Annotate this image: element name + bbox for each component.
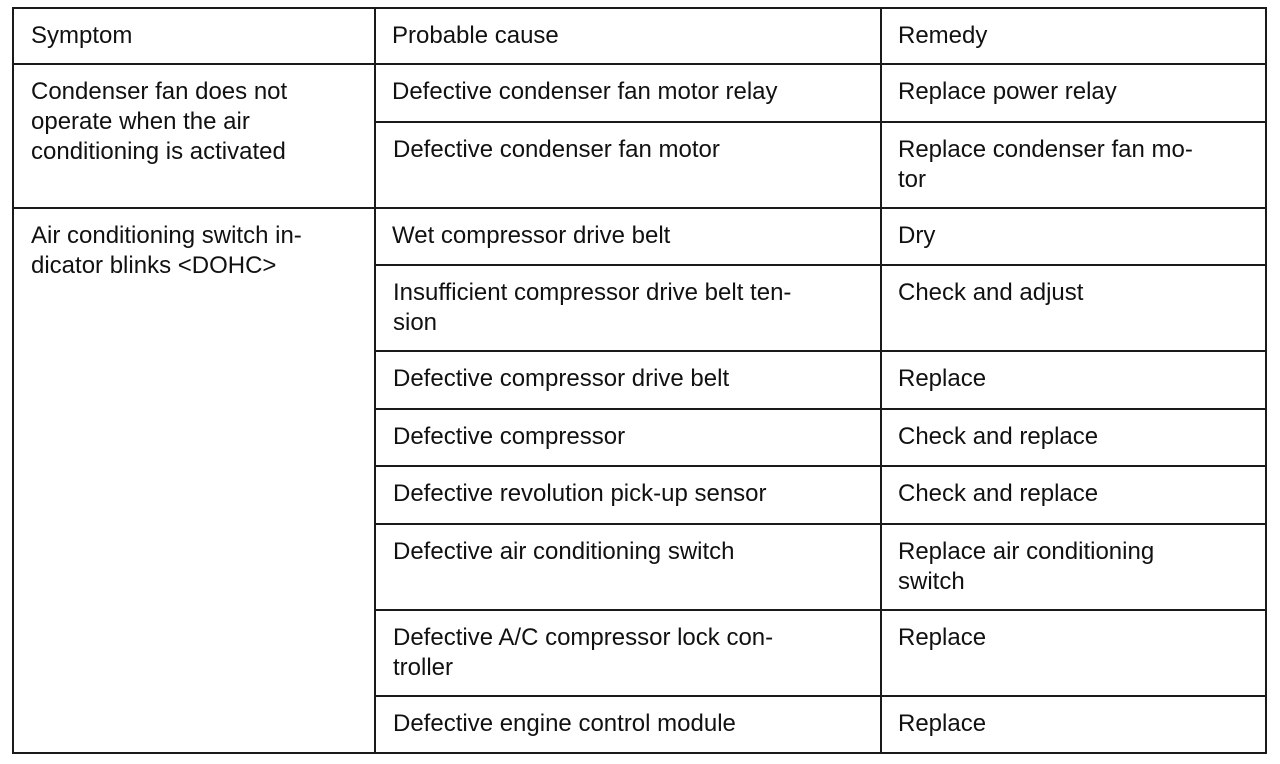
remedy-cell: Replace condenser fan mo- tor (881, 122, 1266, 208)
cause-cell: Defective revolution pick-up sensor (375, 466, 881, 524)
cause-cell: Insufficient compressor drive belt ten- sion (375, 265, 881, 351)
remedy-cell: Replace (881, 610, 1266, 696)
remedy-cell: Check and adjust (881, 265, 1266, 351)
cause-cell: Defective compressor (375, 409, 881, 466)
remedy-cell: Replace power relay (881, 64, 1266, 122)
remedy-cell: Check and replace (881, 466, 1266, 524)
header-remedy: Remedy (881, 8, 1266, 64)
symptom-cell: Air conditioning switch in- dicator blinks <DOHC> (13, 208, 375, 753)
cause-cell: Defective A/C compressor lock con- troller (375, 610, 881, 696)
cause-cell: Defective compressor drive belt (375, 351, 881, 409)
remedy-cell: Check and replace (881, 409, 1266, 466)
troubleshooting-table (12, 7, 1267, 754)
remedy-cell: Replace air conditioning switch (881, 524, 1266, 610)
table-row (13, 64, 1266, 122)
cause-cell: Defective engine control module (375, 696, 881, 753)
cause-cell: Defective condenser fan motor (375, 122, 881, 208)
symptom-cell: Condenser fan does not operate when the air conditioning is activated (13, 64, 375, 208)
cause-cell: Wet compressor drive belt (375, 208, 881, 265)
remedy-cell: Dry (881, 208, 1266, 265)
remedy-cell: Replace (881, 351, 1266, 409)
cause-cell: Defective air conditioning switch (375, 524, 881, 610)
remedy-cell: Replace (881, 696, 1266, 753)
header-row (13, 8, 1266, 64)
header-probable-cause: Probable cause (375, 8, 881, 64)
cause-cell: Defective condenser fan motor relay (375, 64, 881, 122)
header-symptom: Symptom (13, 8, 375, 64)
table-row (13, 208, 1266, 265)
